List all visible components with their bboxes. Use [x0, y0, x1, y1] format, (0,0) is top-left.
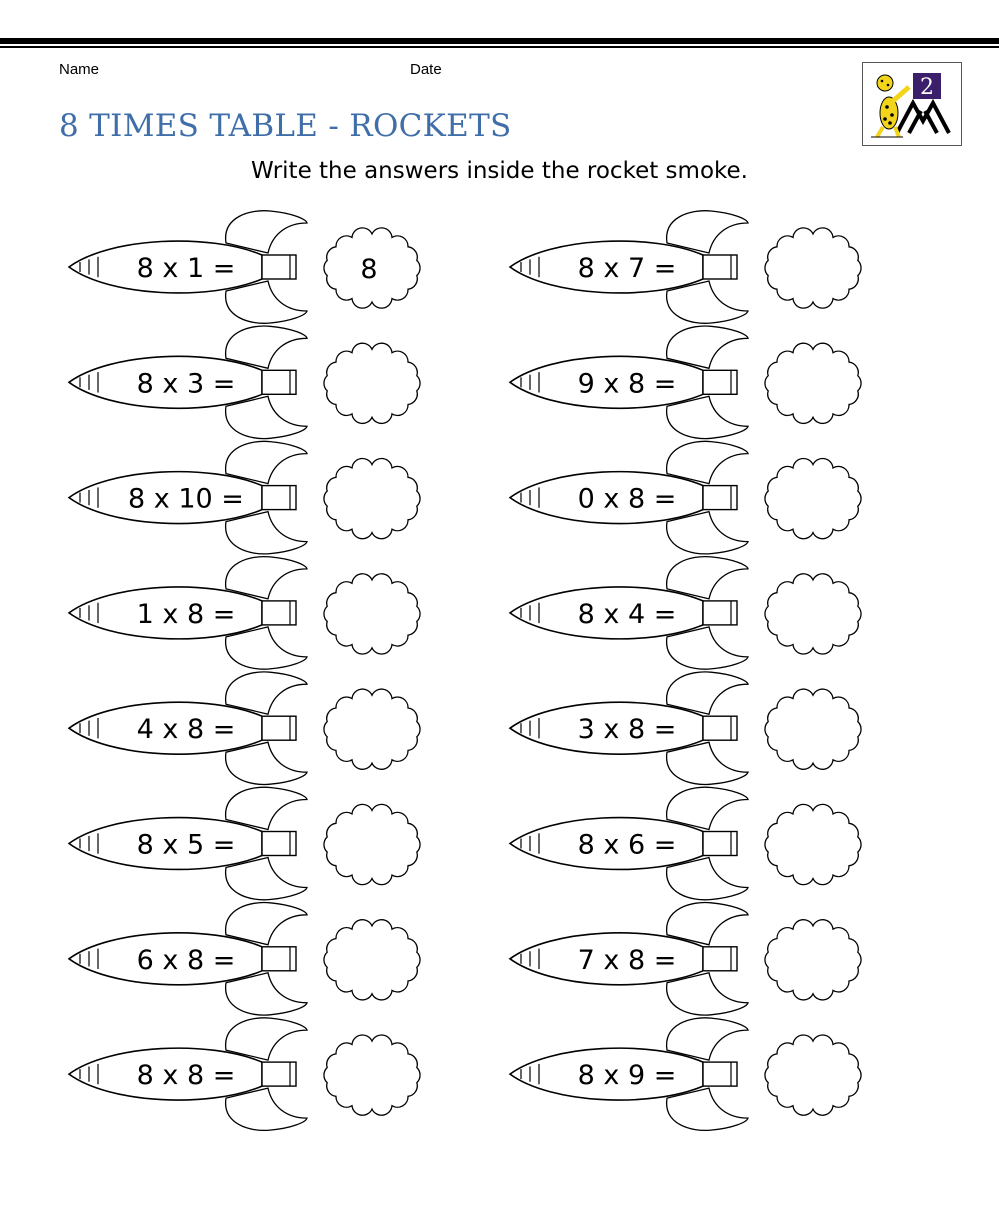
rocket-nozzle: [703, 947, 737, 971]
rocket-nozzle: [703, 716, 737, 740]
rocket-nozzle: [262, 255, 296, 279]
multiplication-question: 7 x 8 =: [577, 944, 677, 976]
multiplication-question: 6 x 8 =: [136, 944, 236, 976]
rocket-nozzle: [703, 1062, 737, 1086]
rocket-nozzle: [262, 947, 296, 971]
multiplication-question: 1 x 8 =: [136, 598, 236, 630]
rocket-problem: [510, 211, 861, 324]
smoke-cloud-answer-box[interactable]: [324, 1035, 420, 1115]
rocket-problem: [510, 326, 861, 439]
multiplication-question: 8 x 10 =: [128, 483, 244, 515]
smoke-cloud-answer-box[interactable]: [765, 689, 861, 769]
multiplication-question: 8 x 9 =: [577, 1060, 677, 1092]
rocket-problem: [69, 211, 420, 324]
multiplication-question: 8 x 7 =: [577, 253, 677, 284]
smoke-cloud-answer-box[interactable]: [324, 574, 420, 654]
smoke-cloud-answer-box[interactable]: [324, 689, 420, 769]
smoke-cloud-answer-box[interactable]: [765, 1035, 861, 1115]
worksheet-title: 8 TIMES TABLE - ROCKETS: [59, 108, 512, 144]
rocket-nozzle: [703, 370, 737, 394]
rocket-problem: [69, 672, 420, 785]
multiplication-question: 0 x 8 =: [577, 483, 677, 515]
rocket-problem: [69, 1018, 420, 1131]
smoke-cloud-answer-box[interactable]: [324, 458, 420, 538]
multiplication-question: 8 x 3 =: [136, 368, 236, 400]
rocket-nozzle: [703, 601, 737, 625]
logo-number: 2: [920, 75, 934, 100]
rocket-problem: [510, 441, 861, 554]
rocket-problem: [510, 1018, 861, 1131]
rocket-nozzle: [262, 601, 296, 625]
multiplication-question: 8 x 1 =: [136, 253, 236, 284]
name-label: Name: [59, 61, 100, 78]
multiplication-question: 3 x 8 =: [577, 714, 677, 746]
multiplication-question: 9 x 8 =: [577, 368, 677, 400]
smoke-cloud-answer-box[interactable]: [765, 574, 861, 654]
multiplication-question: 8 x 6 =: [577, 829, 677, 861]
rocket-problem: [69, 326, 420, 439]
multiplication-question: 8 x 4 =: [577, 598, 677, 630]
rocket-problem: [510, 557, 861, 670]
smoke-cloud-answer-box[interactable]: [765, 343, 861, 423]
multiplication-question: 4 x 8 =: [136, 714, 236, 746]
smoke-cloud-answer-box[interactable]: [324, 920, 420, 1000]
rocket-nozzle: [262, 832, 296, 856]
smoke-cloud-answer-box[interactable]: [765, 804, 861, 884]
date-label: Date: [410, 61, 442, 78]
rocket-nozzle: [262, 370, 296, 394]
rocket-problem: [69, 441, 420, 554]
multiplication-question: 8 x 5 =: [136, 829, 236, 861]
rocket-nozzle: [262, 716, 296, 740]
rocket-nozzle: [703, 486, 737, 510]
rocket-nozzle: [262, 486, 296, 510]
rocket-problem: [69, 903, 420, 1016]
answer-text: 8: [360, 254, 378, 285]
instructions: Write the answers inside the rocket smoke.: [251, 158, 748, 184]
rocket-problem: [69, 557, 420, 670]
rocket-nozzle: [703, 255, 737, 279]
smoke-cloud-answer-box[interactable]: [324, 343, 420, 423]
smoke-cloud-answer-box[interactable]: [765, 458, 861, 538]
rocket-problem: [510, 672, 861, 785]
rocket-problem: [510, 787, 861, 900]
smoke-cloud-answer-box[interactable]: [324, 804, 420, 884]
rocket-problem: [69, 787, 420, 900]
multiplication-question: 8 x 8 =: [136, 1060, 236, 1092]
smoke-cloud-answer-box[interactable]: [765, 228, 861, 308]
smoke-cloud-answer-box[interactable]: [765, 920, 861, 1000]
rocket-problem: [510, 903, 861, 1016]
rocket-nozzle: [262, 1062, 296, 1086]
rocket-nozzle: [703, 832, 737, 856]
